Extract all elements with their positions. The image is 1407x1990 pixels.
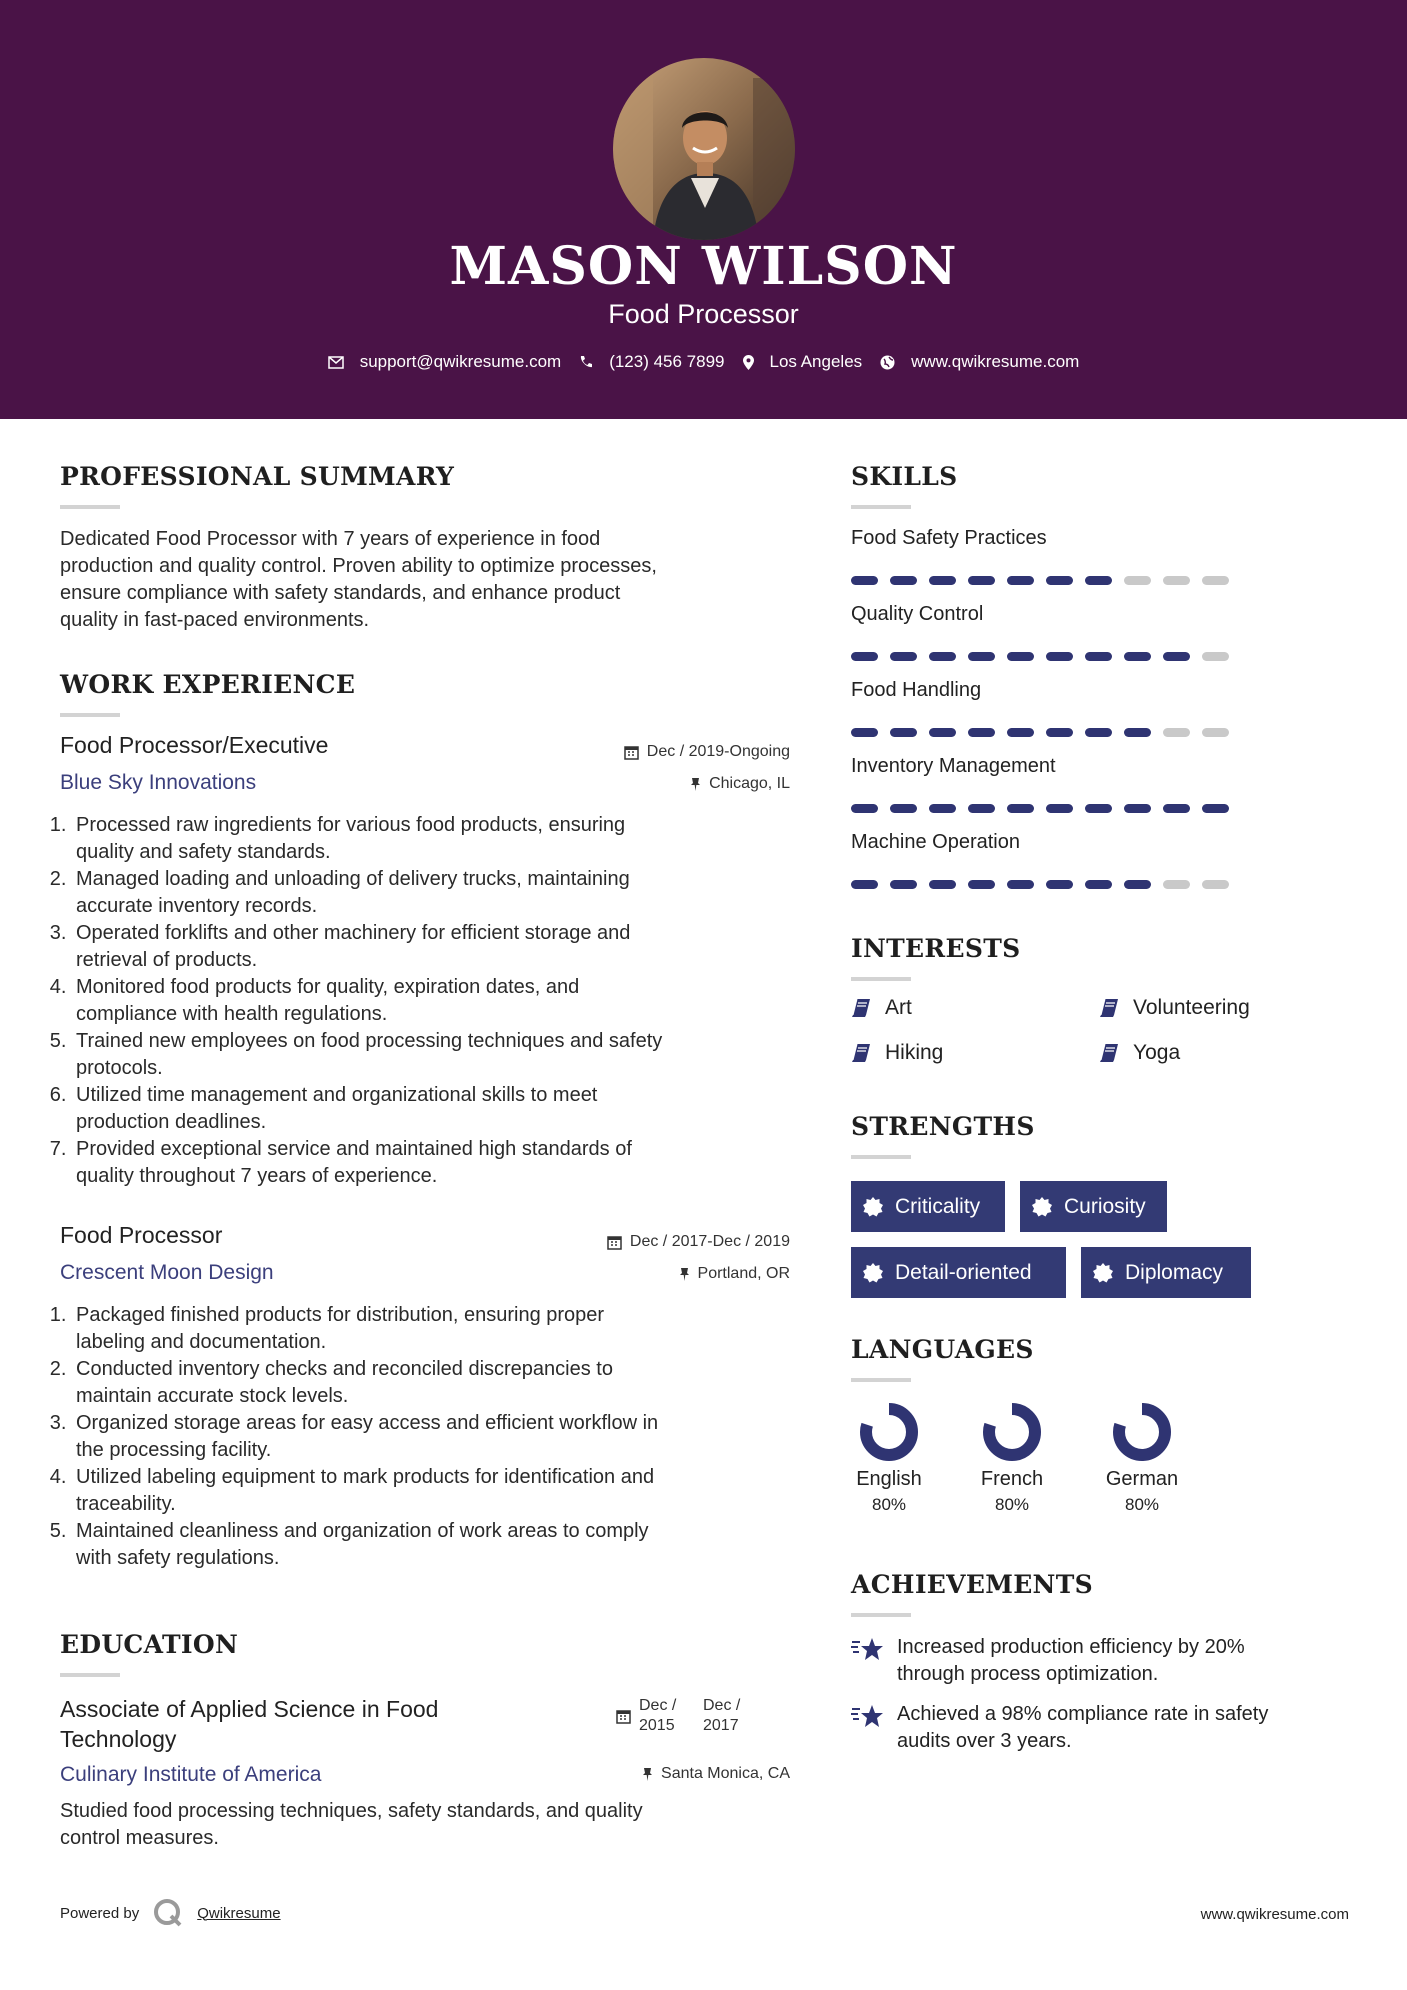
strength-tag: Criticality	[851, 1181, 1005, 1232]
book-icon	[1099, 1043, 1119, 1063]
section-divider	[60, 713, 120, 717]
language-name: English	[856, 1468, 922, 1490]
education-location	[642, 1765, 790, 1783]
skill-name: Food Safety Practices	[851, 527, 1047, 549]
education-dates	[616, 1696, 740, 1736]
pin-icon	[690, 777, 701, 792]
calendar-icon	[624, 745, 639, 760]
skill-dot-filled	[1124, 652, 1151, 661]
skill-dot-filled	[1046, 728, 1073, 737]
skill-dot-filled	[1046, 576, 1073, 585]
skill-dot-empty	[1163, 728, 1190, 737]
star-icon	[851, 1636, 885, 1664]
badge-icon	[863, 1197, 883, 1217]
skill-dot-filled	[851, 728, 878, 737]
skill-dot-empty	[1124, 576, 1151, 585]
skill-dot-filled	[1163, 652, 1190, 661]
skill-rating	[851, 576, 1229, 585]
contact-website[interactable]	[880, 352, 1079, 372]
skills-heading: SKILLS	[851, 462, 958, 491]
summary-heading: PROFESSIONAL SUMMARY	[60, 462, 455, 491]
skill-dot-filled	[1007, 652, 1034, 661]
email-text: support@qwikresume.com	[359, 352, 562, 371]
education-description: Studied food processing techniques, safety standards, and quality control measures.	[60, 1800, 643, 1849]
language-ring	[857, 1400, 921, 1464]
language-item	[962, 1400, 1062, 1515]
skill-name: Machine Operation	[851, 831, 1020, 853]
candidate-name: MASON WILSON	[449, 236, 958, 297]
skill-dot-filled	[1163, 804, 1190, 813]
skill-name: Quality Control	[851, 603, 984, 625]
book-icon	[851, 998, 871, 1018]
skill-dot-filled	[1007, 880, 1034, 889]
language-name: German	[1105, 1468, 1179, 1490]
contact-email[interactable]	[328, 352, 562, 372]
languages-heading: LANGUAGES	[851, 1335, 1034, 1364]
skill-dot-filled	[1046, 880, 1073, 889]
candidate-title: Food Processor	[608, 299, 799, 329]
skill-dot-filled	[929, 804, 956, 813]
duty-item: 4. Utilized labeling equipment to mark products for identification and traceability.	[72, 1464, 812, 1518]
skill-name: Inventory Management	[851, 755, 1056, 777]
pin-icon	[642, 1767, 653, 1782]
header-banner	[0, 0, 1407, 419]
skill-dot-filled	[1124, 804, 1151, 813]
brand-link[interactable]: Qwikresume	[197, 1904, 281, 1922]
skill-dot-filled	[929, 652, 956, 661]
skill-dot-empty	[1202, 880, 1229, 889]
job-location-text: Portland, OR	[697, 1265, 790, 1282]
school-name: Culinary Institute of America	[60, 1763, 322, 1786]
strength-tag: Diplomacy	[1081, 1247, 1251, 1298]
qwikresume-logo-icon	[153, 1898, 183, 1928]
skill-dot-filled	[1124, 728, 1151, 737]
company-name: Crescent Moon Design	[60, 1261, 274, 1284]
skill-dot-filled	[929, 880, 956, 889]
summary-line: production and quality control. Proven ability to optimize processes,	[60, 555, 657, 577]
map-pin-icon	[743, 355, 754, 370]
summary-line: ensure compliance with safety standards, and enhance product	[60, 582, 621, 604]
duty-item: 3. Organized storage areas for easy access and efficient workflow in the processing facility.	[72, 1410, 812, 1464]
duty-item: 5. Maintained cleanliness and organization of work areas to comply with safety regulations.	[72, 1518, 812, 1572]
company-name: Blue Sky Innovations	[60, 771, 257, 794]
duty-item: 4. Monitored food products for quality, expiration dates, and compliance with health regulations.	[72, 974, 812, 1028]
end-date: Dec / 2017	[703, 1697, 741, 1734]
skill-dot-filled	[890, 728, 917, 737]
website-text: www.qwikresume.com	[911, 352, 1080, 371]
powered-by-text: Powered by	[60, 1904, 140, 1922]
badge-icon	[863, 1263, 883, 1283]
skill-dot-empty	[1163, 576, 1190, 585]
skill-rating	[851, 804, 1229, 813]
skill-dot-filled	[968, 728, 995, 737]
profile-photo	[613, 58, 795, 240]
strength-tag: Curiosity	[1020, 1181, 1167, 1232]
skill-rating	[851, 728, 1229, 737]
skill-dot-filled	[851, 576, 878, 585]
section-divider	[851, 505, 911, 509]
skill-dot-filled	[890, 804, 917, 813]
skill-dot-filled	[1085, 652, 1112, 661]
job-location-text: Chicago, IL	[709, 775, 790, 792]
section-divider	[60, 505, 120, 509]
calendar-icon	[616, 1709, 631, 1724]
interest-item: Hiking	[851, 1041, 943, 1065]
skill-dot-filled	[1007, 728, 1034, 737]
skill-dot-filled	[1202, 804, 1229, 813]
skill-dot-filled	[1085, 880, 1112, 889]
interest-item: Art	[851, 996, 912, 1020]
contact-location	[743, 352, 863, 372]
duty-item: 1. Packaged finished products for distribution, ensuring proper labeling and documentation.	[72, 1302, 812, 1356]
skill-dot-filled	[890, 652, 917, 661]
skill-dot-filled	[1046, 804, 1073, 813]
section-divider	[851, 1378, 911, 1382]
skill-rating	[851, 652, 1229, 661]
skill-dot-filled	[851, 880, 878, 889]
skill-name: Food Handling	[851, 679, 982, 701]
skill-rating	[851, 880, 1229, 889]
contact-bar	[0, 352, 1407, 372]
duties-list	[52, 812, 812, 1190]
duty-item: 1. Processed raw ingredients for various food products, ensuring quality and safety standards.	[72, 812, 812, 866]
strength-tag: Detail-oriented	[851, 1247, 1066, 1298]
skill-dot-filled	[851, 652, 878, 661]
badge-icon	[1032, 1197, 1052, 1217]
book-icon	[1099, 998, 1119, 1018]
strengths-heading: STRENGTHS	[851, 1112, 1035, 1141]
job-location	[690, 775, 790, 793]
education-location-text: Santa Monica, CA	[661, 1765, 790, 1782]
summary-line: Dedicated Food Processor with 7 years of experience in food	[60, 528, 601, 550]
job-dates-text: Dec / 2019-Ongoing	[646, 743, 790, 760]
duty-item: 2. Managed loading and unloading of delivery trucks, maintaining accurate inventory records.	[72, 866, 812, 920]
duties-list	[52, 1302, 812, 1572]
skill-dot-filled	[1085, 728, 1112, 737]
duty-item: 5. Trained new employees on food processing techniques and safety protocols.	[72, 1028, 812, 1082]
interest-item: Volunteering	[1099, 996, 1250, 1020]
skill-dot-filled	[968, 576, 995, 585]
skill-dot-empty	[1202, 652, 1229, 661]
section-divider	[851, 1613, 911, 1617]
language-ring	[980, 1400, 1044, 1464]
skill-dot-filled	[968, 652, 995, 661]
duty-item: 3. Operated forklifts and other machinery for efficient storage and retrieval of products.	[72, 920, 812, 974]
globe-icon	[880, 355, 895, 370]
duty-item: 7. Provided exceptional service and maintained high standards of quality throughout 7 years of experience.	[72, 1136, 812, 1190]
language-ring	[1110, 1400, 1174, 1464]
skill-dot-filled	[929, 576, 956, 585]
language-item	[1092, 1400, 1192, 1515]
badge-icon	[1093, 1263, 1113, 1283]
duty-item: 6. Utilized time management and organizational skills to meet production deadlines.	[72, 1082, 812, 1136]
achievement-item: Increased production efficiency by 20% through process optimization.	[851, 1634, 1245, 1688]
skill-dot-filled	[1007, 576, 1034, 585]
experience-heading: WORK EXPERIENCE	[60, 670, 356, 699]
skill-dot-filled	[1046, 652, 1073, 661]
section-divider	[60, 1673, 120, 1677]
location-text: Los Angeles	[769, 352, 863, 371]
footer-powered-by	[60, 1898, 281, 1928]
mail-icon	[328, 356, 344, 369]
skill-dot-filled	[890, 880, 917, 889]
skill-dot-empty	[1202, 728, 1229, 737]
skill-dot-filled	[968, 880, 995, 889]
summary-text	[60, 526, 800, 634]
job-dates	[607, 1233, 790, 1251]
interests-heading: INTERESTS	[851, 934, 1021, 963]
skill-dot-filled	[968, 804, 995, 813]
book-icon	[851, 1043, 871, 1063]
language-item	[839, 1400, 939, 1515]
skill-dot-filled	[1007, 804, 1034, 813]
footer-url[interactable]: www.qwikresume.com	[1200, 1906, 1349, 1923]
language-percent: 80%	[994, 1495, 1030, 1514]
degree-line: Technology	[60, 1726, 177, 1752]
section-divider	[851, 1155, 911, 1159]
start-date: Dec / 2015	[639, 1697, 677, 1734]
star-icon	[851, 1703, 885, 1731]
language-percent: 80%	[1124, 1495, 1160, 1514]
skill-dot-filled	[929, 728, 956, 737]
pin-icon	[679, 1267, 690, 1282]
job-title: Food Processor	[60, 1222, 223, 1248]
job-title: Food Processor/Executive	[60, 732, 329, 758]
skill-dot-empty	[1163, 880, 1190, 889]
phone-icon	[579, 355, 593, 369]
skill-dot-filled	[1124, 880, 1151, 889]
language-name: French	[980, 1468, 1044, 1490]
contact-phone[interactable]	[579, 352, 724, 372]
skill-dot-filled	[890, 576, 917, 585]
job-dates-text: Dec / 2017-Dec / 2019	[629, 1233, 790, 1250]
language-percent: 80%	[871, 1495, 907, 1514]
summary-line: quality in fast-paced environments.	[60, 609, 370, 631]
skill-dot-empty	[1202, 576, 1229, 585]
calendar-icon	[607, 1235, 622, 1250]
skill-dot-filled	[1085, 804, 1112, 813]
skill-dot-filled	[1085, 576, 1112, 585]
duty-item: 2. Conducted inventory checks and reconciled discrepancies to maintain accurate stock levels.	[72, 1356, 812, 1410]
job-location	[679, 1265, 790, 1283]
interest-item: Yoga	[1099, 1041, 1180, 1065]
job-dates	[624, 743, 790, 761]
phone-text: (123) 456 7899	[609, 352, 725, 371]
skill-dot-filled	[851, 804, 878, 813]
achievements-heading: ACHIEVEMENTS	[851, 1570, 1093, 1599]
achievement-item: Achieved a 98% compliance rate in safety audits over 3 years.	[851, 1701, 1268, 1755]
degree-title	[60, 1694, 438, 1754]
degree-line: Associate of Applied Science in Food	[60, 1696, 439, 1722]
section-divider	[851, 977, 911, 981]
education-heading: EDUCATION	[60, 1630, 239, 1659]
